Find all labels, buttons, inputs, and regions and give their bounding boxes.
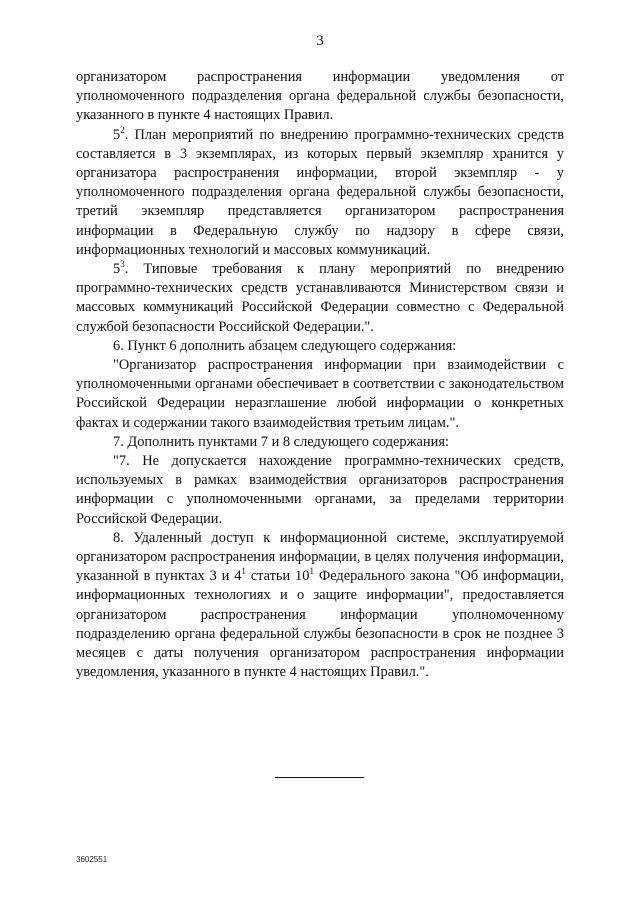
paragraph-number: 5 — [113, 126, 121, 143]
paragraph-text: статьи 10 — [245, 568, 310, 585]
paragraph-quote-7: "7. Не допускается нахождение программно-технических средств, используемых в рамках взаимодействия организаторов распространения информации с уполномоченными органами, за пределами территории Российской Федерации. — [76, 453, 564, 527]
paragraph-number: 5 — [113, 261, 121, 278]
paragraph-quote-8 — [76, 529, 564, 683]
document-body — [76, 68, 564, 683]
paragraph-text: 8. Удаленный доступ к информационной системе, эксплуатируемой организатором распространения информации, в целях получения информации, указанной в пунктах 3 и 4 — [76, 529, 564, 585]
paragraph-quote-6: "Организатор распространения информации при взаимодействии с уполномоченными органами обеспечивает в соответствии с законодательством Российской Федерации неразглашение любой информации о конкретных фактах и содержании такого взаимодействия третьим лицам.". — [76, 357, 564, 431]
paragraph-item-6: 6. Пункт 6 дополнить абзацем следующего содержания: — [113, 337, 457, 354]
superscript: 3 — [120, 259, 125, 270]
paragraph-text: . План мероприятий по внедрению программно-технических средств составляется в 3 экземплярах, из которых первый экземпляр хранится у организатора распространения информации, второй экземпляр - у уполномоченного подразделения органа федеральной службы безопасности, третий экземпляр представляется организатором распространения информации в Федеральную службу по надзору в сфере связи, информационных технологий и массовых коммуникаций. — [76, 126, 564, 258]
paragraph-text: . Типовые требования к плану мероприятий по внедрению программно-технических средств устанавливаются Министерством связи и массовых коммуникаций Российской Федерации совместно с Федеральной службой безопасности Российской Федерации.". — [76, 261, 564, 335]
paragraph-5-2 — [76, 126, 564, 260]
superscript: 1 — [241, 566, 246, 577]
paragraph-item-7: 7. Дополнить пунктами 7 и 8 следующего содержания: — [113, 433, 449, 450]
superscript: 2 — [120, 124, 125, 135]
superscript: 1 — [309, 566, 314, 577]
document-code: 3602551 — [76, 855, 108, 864]
paragraph-5-3 — [76, 260, 564, 337]
paragraph-text: Федерального закона "Об информации, информационных технологиях и о защите информации", предоставляется организатором распространения информации уполномоченному подразделению органа федеральной службы безопасности в срок не позднее 3 месяцев с даты получения организатором распространения информации уведомления, указанного в пункте 4 настоящих Правил.". — [76, 568, 564, 681]
paragraph-continuation: организатором распространения информации уведомления от уполномоченного подразделения органа федеральной службы безопасности, указанного в пункте 4 настоящих Правил. — [76, 69, 564, 124]
footer-divider — [275, 777, 364, 778]
page-number: 3 — [316, 33, 324, 49]
